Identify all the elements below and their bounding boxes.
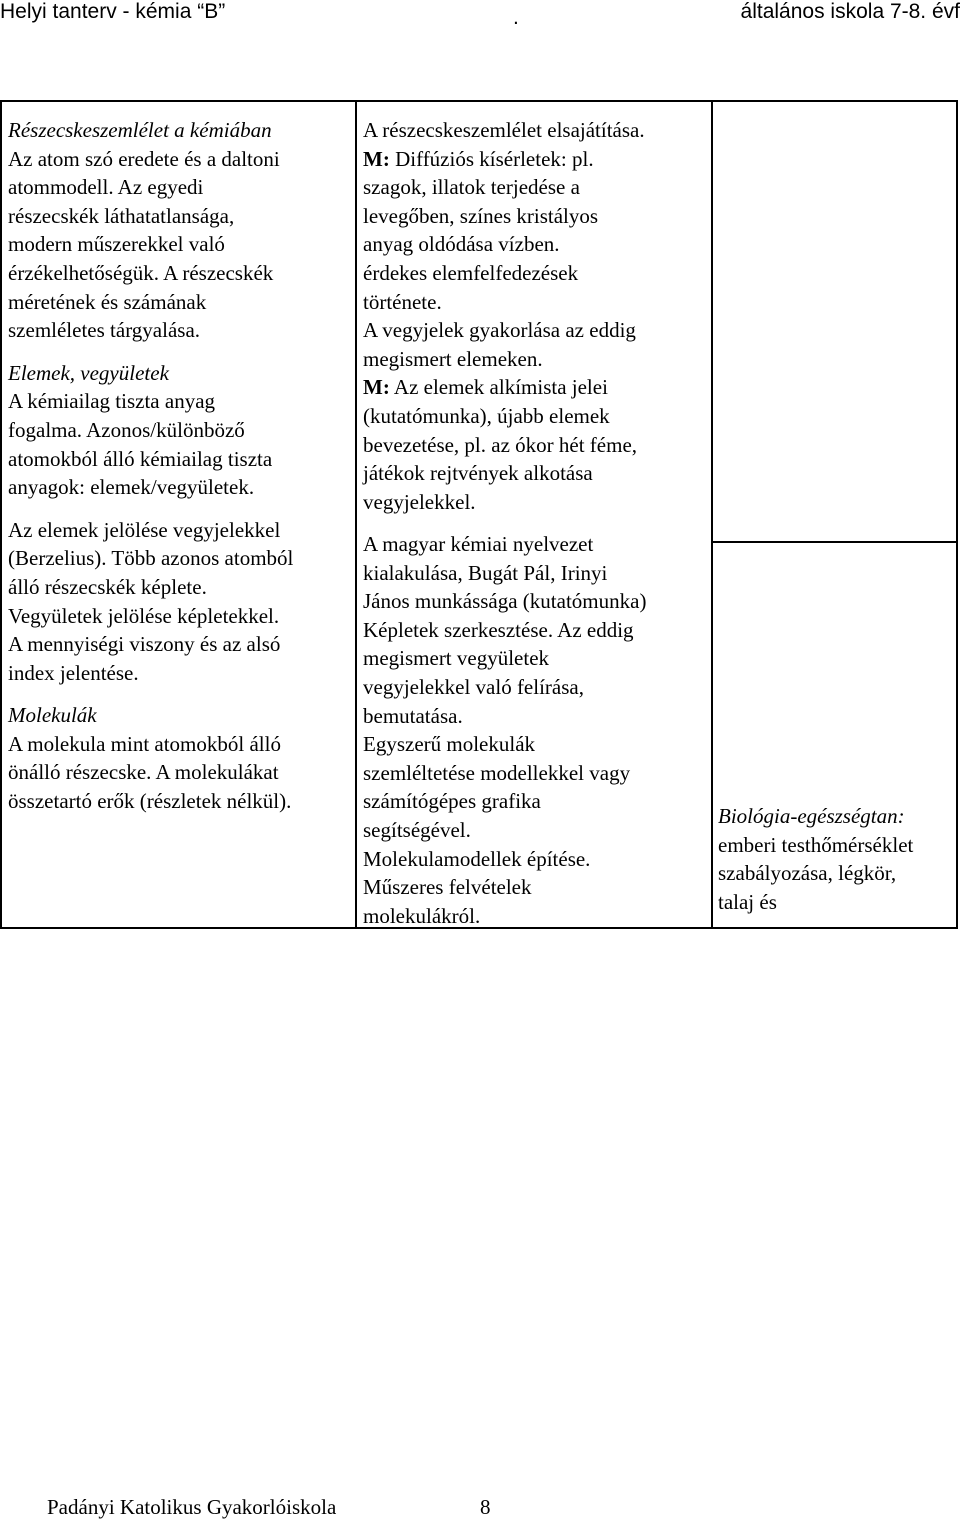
text-line xyxy=(363,373,709,402)
spacer xyxy=(8,345,353,359)
text-line: önálló részecske. A molekulákat xyxy=(8,760,279,785)
text-line: (Berzelius). Több azonos atomból xyxy=(8,546,294,571)
text-line: méretének és számának xyxy=(8,289,207,314)
text-line: A vegyjelek gyakorlása az eddig xyxy=(363,318,636,343)
text-line: Az atom szó eredete és a daltoni xyxy=(8,146,280,171)
spacer xyxy=(8,687,353,701)
text-line: A molekula mint atomokból álló xyxy=(8,731,281,756)
text-line: anyagok: elemek/vegyületek. xyxy=(8,475,255,500)
column-divider-2 xyxy=(711,102,713,927)
connections-column xyxy=(718,802,958,916)
text-line: szemléletes tárgyalása. xyxy=(8,318,201,343)
footer-school-name: Padányi Katolikus Gyakorlóiskola xyxy=(47,1495,337,1519)
spacer xyxy=(8,502,353,516)
text-line: modern műszerekkel való xyxy=(8,232,225,257)
page-header xyxy=(0,0,960,30)
header-title: Helyi tanterv - kémia “B” xyxy=(0,0,226,23)
text-line: Az elemek jelölése vegyjelekkel xyxy=(8,517,281,542)
text-line: A részecskeszemlélet elsajátítása. xyxy=(363,118,645,142)
text-line: fogalma. Azonos/különböző xyxy=(8,417,245,442)
text-line xyxy=(363,145,709,174)
text-line: anyag oldódása vízben. xyxy=(363,232,560,257)
text-line: részecskék láthatatlansága, xyxy=(8,203,235,228)
activities-bottom xyxy=(363,530,709,930)
section-title-particles: Részecskeszemlélet a kémiában xyxy=(8,118,272,142)
text-line: összetartó erők (részletek nélkül). xyxy=(8,789,292,814)
text-line: vegyjelekkel való felírása, xyxy=(363,674,584,699)
text-line: megismert vegyületek xyxy=(363,646,550,671)
text-line: (kutatómunka), újabb elemek xyxy=(363,403,610,428)
section-title-molecules: Molekulák xyxy=(8,703,97,728)
text-line: segítségével. xyxy=(363,817,471,842)
text-line: A kémiailag tiszta anyag xyxy=(8,389,216,414)
method-text: Az elemek alkímista jelei xyxy=(389,375,608,400)
text-line: története. xyxy=(363,289,442,314)
text-line: levegőben, színes kristályos xyxy=(363,203,599,228)
footer-page-number: 8 xyxy=(480,1495,491,1519)
text-line: index jelentése. xyxy=(8,660,139,685)
method-marker: M: xyxy=(363,375,390,400)
text-line: Képletek szerkesztése. Az eddig xyxy=(363,617,634,642)
text-line: szagok, illatok terjedése a xyxy=(363,175,580,200)
text-line: Egyszerű molekulák xyxy=(363,732,536,757)
text-line: talaj és xyxy=(718,889,777,914)
method-marker: M: xyxy=(363,146,390,171)
text-line: játékok rejtvények alkotása xyxy=(363,461,593,486)
text-line: Műszeres felvételek xyxy=(363,875,532,900)
text-line: vegyjelekkel. xyxy=(363,489,476,514)
text-line: bemutatása. xyxy=(363,703,463,728)
text-line: bevezetése, pl. az ókor hét féme, xyxy=(363,432,638,457)
text-line: álló részecskék képlete. xyxy=(8,574,207,599)
curriculum-table xyxy=(0,100,958,929)
text-line: érzékelhetőségük. A részecskék xyxy=(8,260,274,285)
row-divider-col3 xyxy=(711,541,956,543)
header-school-grade: általános iskola 7-8. évf xyxy=(740,0,960,23)
activities-top xyxy=(363,116,709,516)
text-line: atomokból álló kémiailag tiszta xyxy=(8,446,273,471)
column-divider-1 xyxy=(355,102,357,927)
text-line: Vegyületek jelölése képletekkel. xyxy=(8,603,280,628)
method-text: Diffúziós kísérletek: pl. xyxy=(389,146,594,171)
text-line: A magyar kémiai nyelvezet xyxy=(363,532,594,556)
text-line: megismert elemeken. xyxy=(363,346,543,371)
text-line: számítógépes grafika xyxy=(363,789,541,814)
text-line: molekulákról. xyxy=(363,903,481,928)
connection-title: Biológia-egészségtan: xyxy=(718,804,905,828)
text-line: atommodell. Az egyedi xyxy=(8,175,204,200)
header-center-mark: . xyxy=(513,6,519,29)
text-line: Molekulamodellek építése. xyxy=(363,846,591,871)
text-line: emberi testhőmérséklet xyxy=(718,832,914,857)
section-title-elements: Elemek, vegyületek xyxy=(8,360,169,385)
text-line: kialakulása, Bugát Pál, Irinyi xyxy=(363,560,608,585)
content-column xyxy=(8,116,353,816)
text-line: érdekes elemfelfedezések xyxy=(363,260,579,285)
text-line: szemléltetése modellekkel vagy xyxy=(363,760,631,785)
text-line: szabályozása, légkör, xyxy=(718,861,897,886)
text-line: A mennyiségi viszony és az alsó xyxy=(8,632,281,657)
text-line: János munkássága (kutatómunka) xyxy=(363,589,647,614)
